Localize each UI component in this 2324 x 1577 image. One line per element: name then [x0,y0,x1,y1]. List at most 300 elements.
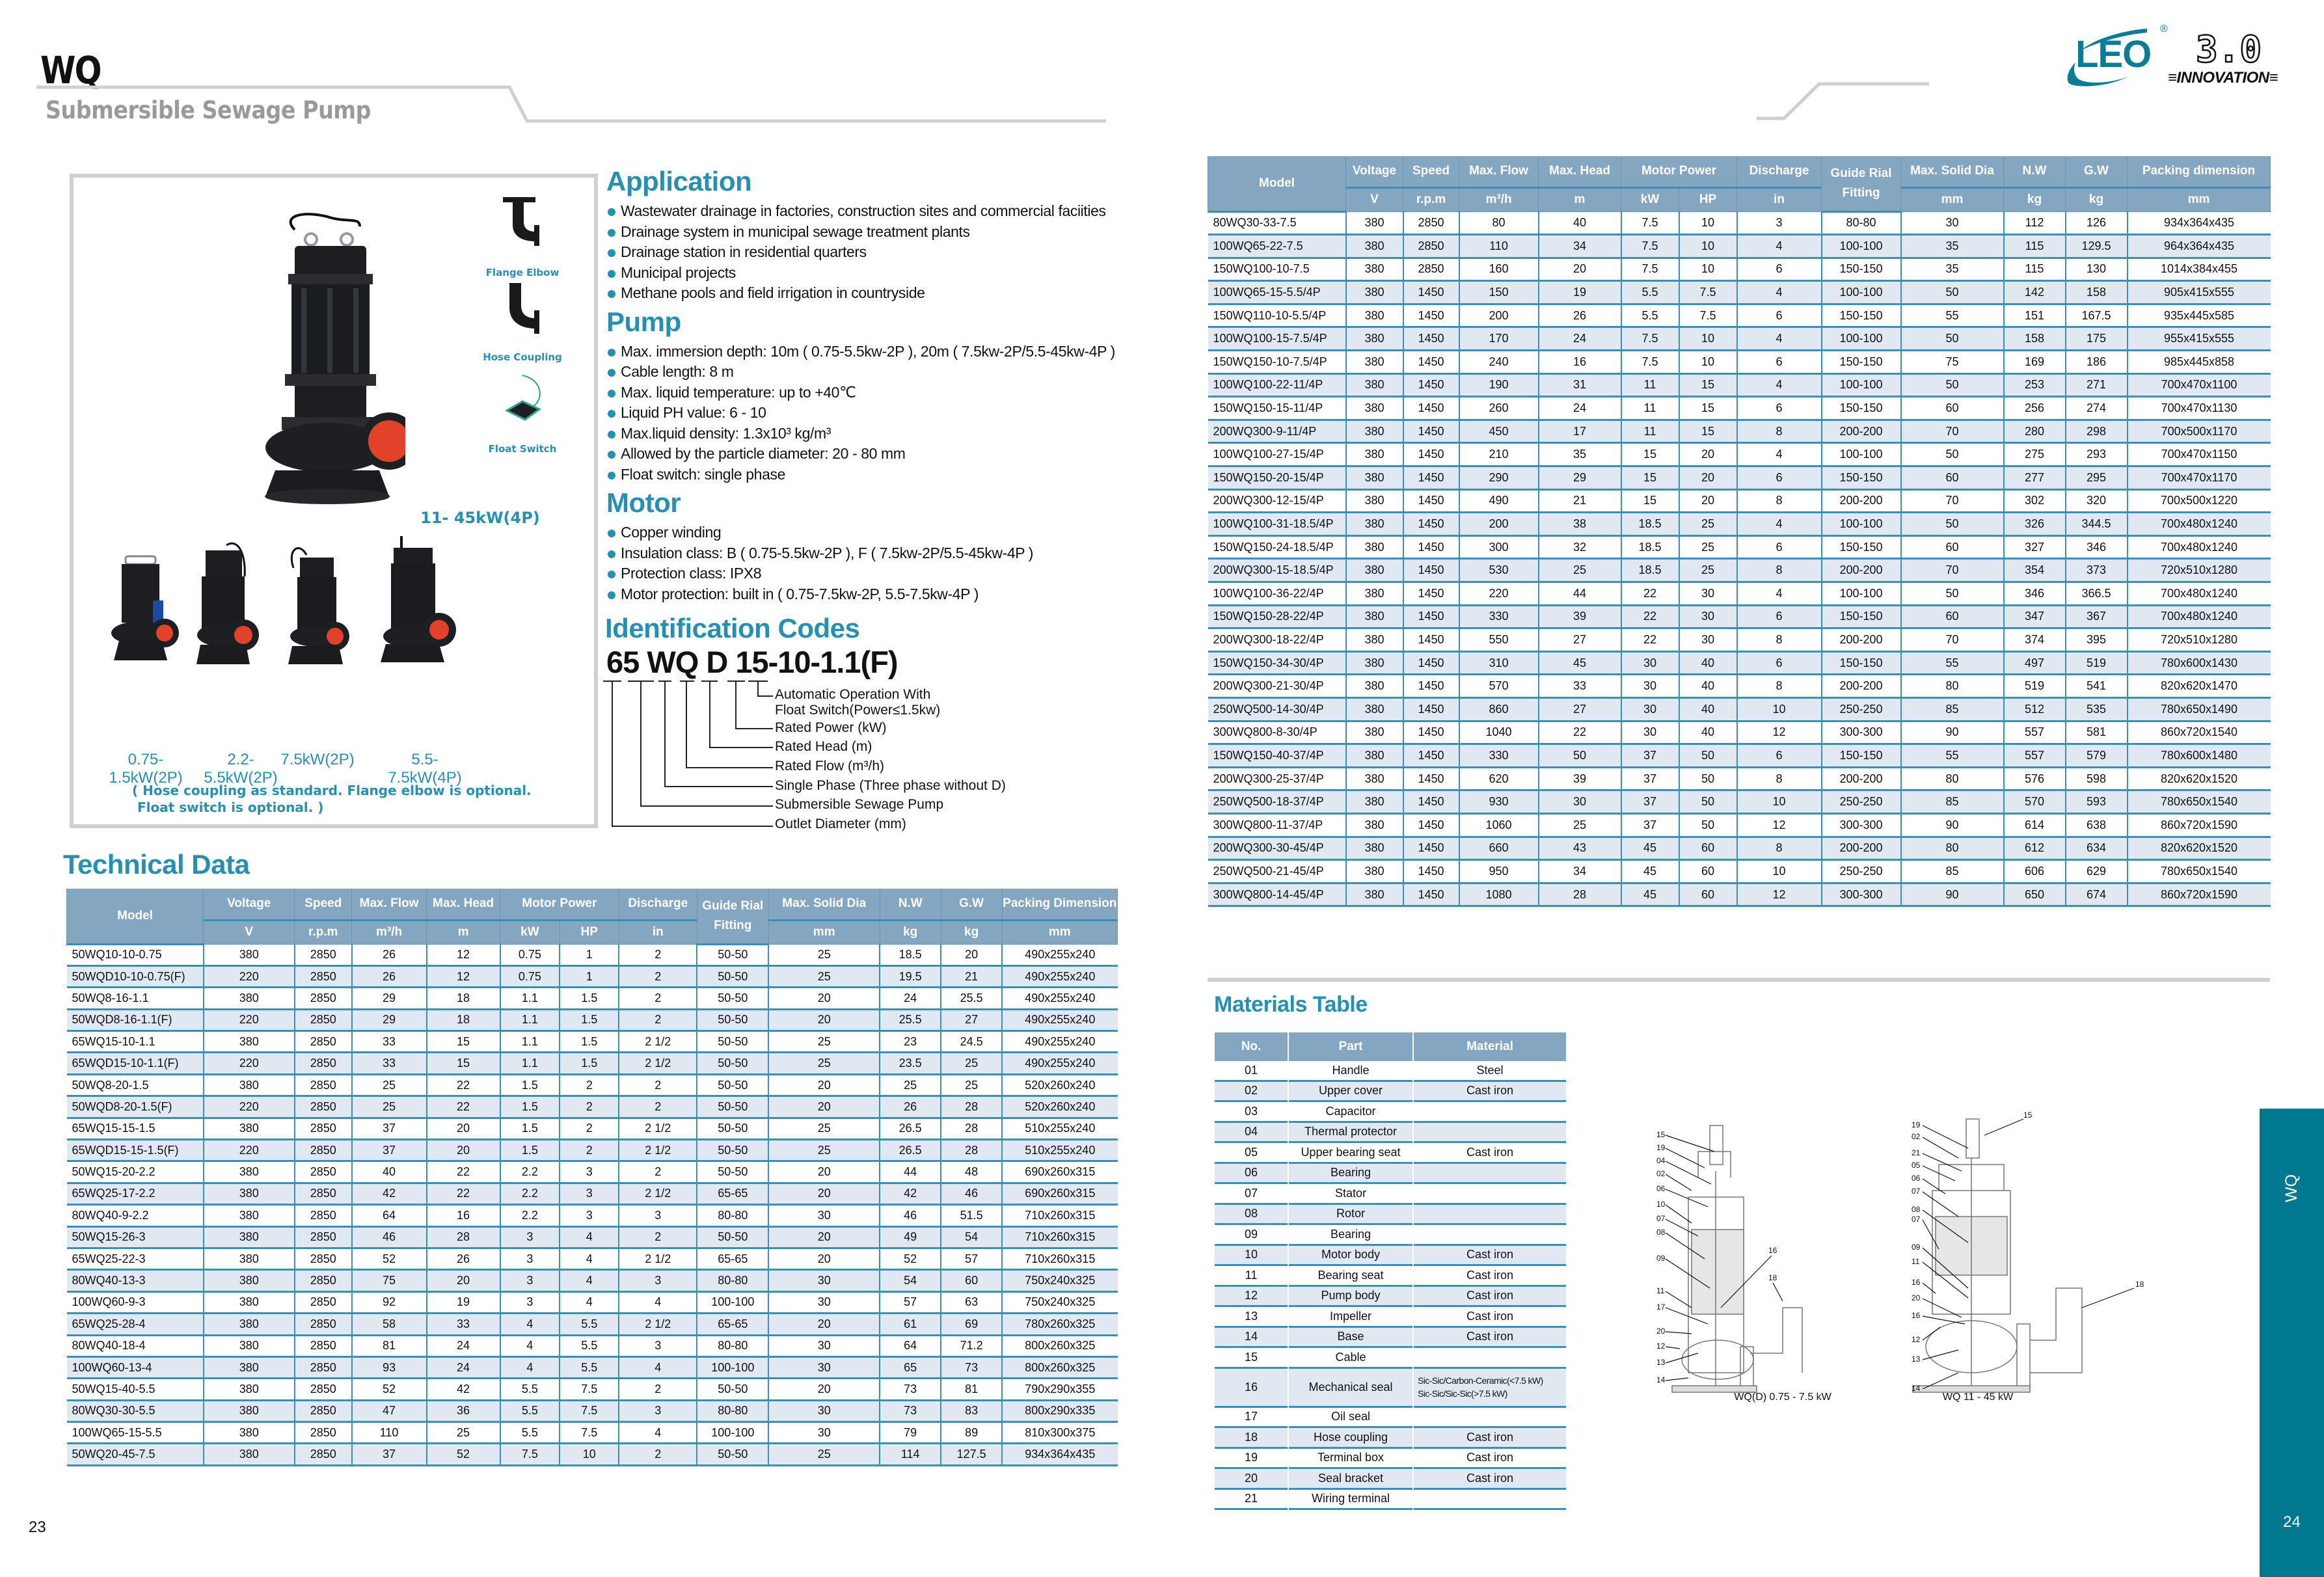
table-cell: 21 [1539,489,1621,513]
table-cell: 51.5 [941,1205,1002,1226]
table-row [1208,559,2271,582]
callout-label: 14 [1912,1384,1921,1393]
materials-row [1215,1449,1566,1470]
table-row [1208,582,2271,606]
callout-label: 15 [2023,1111,2033,1120]
table-cell: 380 [204,1226,295,1248]
part-name: Handle [1289,1061,1412,1082]
callout-label: 12 [1656,1341,1666,1351]
materials-heading: Materials Table [1214,992,1368,1017]
table-row [1208,281,2271,304]
table-row [67,1314,1118,1335]
table-cell: 557 [2004,721,2066,744]
table-cell: 10 [1737,860,1822,883]
table-cell: 674 [2066,883,2128,906]
table-cell: 256 [2004,397,2066,420]
table-cell: 50-50 [697,965,768,987]
table-cell: 63 [941,1291,1002,1313]
materials-row [1215,1490,1566,1511]
table-row [67,1379,1118,1400]
col-header-model: Model [67,889,204,944]
model-cell: 100WQ100-31-18.5/4P [1208,513,1346,536]
table-cell: 25 [768,1118,880,1139]
table-cell: 1450 [1403,443,1459,466]
table-cell: 240 [1459,351,1539,374]
table-cell: 30 [1679,628,1737,652]
model-cell: 50WQ10-10-0.75 [67,944,204,965]
model-cell: 100WQ100-22-11/4P [1208,373,1346,397]
table-cell: 150-150 [1822,466,1901,490]
table-cell: 16 [427,1205,500,1226]
table-cell: 2 [560,1096,619,1118]
table-cell: 7.5 [1621,327,1679,351]
table-cell: 11 [1621,420,1679,443]
callout-label: 19 [1912,1120,1921,1129]
table-cell: 2850 [295,965,352,987]
table-cell: 32 [1539,535,1621,559]
flange-elbow-label: Flange Elbow [485,267,560,278]
part-material: Cast iron [1414,1287,1566,1308]
table-cell: 380 [204,1379,295,1400]
part-material: Cast iron [1414,1082,1566,1103]
table-cell: 3 [619,1335,697,1356]
table-cell: 200-200 [1822,767,1901,790]
table-cell: 380 [1346,466,1403,490]
table-row [1208,351,2271,374]
table-cell: 700x480x1240 [2128,582,2271,606]
model-cell: 50WQ8-20-1.5 [67,1074,204,1096]
section-side-tab [2260,1109,2324,1577]
table-cell: 380 [1346,513,1403,536]
series-title: WQ [40,48,101,92]
table-cell: 19.5 [880,965,941,987]
table-cell: 6 [1737,351,1822,374]
table-cell: 15 [1679,373,1737,397]
table-cell: 29 [352,988,427,1009]
table-cell: 5.5 [560,1314,619,1335]
table-cell: 73 [941,1356,1002,1378]
table-cell: 50 [1901,327,2004,351]
logo-version: 3.0 [2196,29,2262,71]
col-header-motor-power: Motor Power [1621,156,1737,187]
small-pump-image-2 [187,537,259,674]
pump-item: Cable length: 8 m [606,362,1172,383]
unit-in: in [1737,187,1822,211]
table-cell: 497 [2004,651,2066,675]
table-cell: 70 [1901,628,2004,652]
table-cell: 26 [1539,304,1621,327]
table-cell: 64 [352,1205,427,1226]
table-cell: 100-100 [1822,443,1901,466]
part-material: Cast iron [1414,1428,1566,1449]
table-cell: 1450 [1403,281,1459,304]
table-cell: 80-80 [697,1335,768,1356]
table-cell: 127.5 [941,1444,1002,1465]
part-material: Cast iron [1414,1469,1566,1490]
callout-label: 07 [1656,1214,1666,1223]
table-cell: 366.5 [2066,582,2128,606]
table-cell: 19 [427,1291,500,1313]
table-cell: 347 [2004,605,2066,628]
callout-label: 07 [1912,1215,1921,1224]
application-item: Wastewater drainage in factories, construction sites and commercial faciities [606,201,1172,222]
id-label-flow: Rated Flow (m³/h) [775,759,885,774]
callout-label: 20 [1912,1293,1921,1302]
table-cell: 50 [1679,767,1737,790]
model-cell: 100WQ65-22-7.5 [1208,235,1346,258]
table-cell: 110 [352,1422,427,1444]
table-cell: 4 [619,1422,697,1444]
materials-row [1215,1246,1566,1267]
table-cell: 606 [2004,860,2066,883]
table-cell: 1450 [1403,628,1459,652]
table-cell: 29 [1539,466,1621,490]
table-cell: 934x364x435 [1002,1444,1117,1465]
callout-label: 15 [1656,1130,1666,1139]
table-cell: 330 [1459,605,1539,628]
table-cell: 30 [768,1422,880,1444]
table-cell: 200-200 [1822,420,1901,443]
table-cell: 220 [204,1053,295,1074]
table-row [67,1444,1118,1465]
table-cell: 44 [880,1161,941,1183]
table-cell: 2 [560,1074,619,1096]
table-cell: 800x260x325 [1002,1356,1117,1378]
table-cell: 26 [352,965,427,987]
model-cell: 200WQ300-15-18.5/4P [1208,559,1346,582]
col-header-flow: Max. Flow [352,889,427,920]
unit-mm: mm [1901,187,2004,211]
table-cell: 3 [619,1270,697,1291]
table-row [1208,767,2271,790]
col-header-motor-power: Motor Power [500,889,619,920]
table-cell: 6 [1737,258,1822,281]
table-cell: 380 [1346,721,1403,744]
table-cell: 33 [352,1053,427,1074]
logo-tagline: ≡INNOVATION≡ [2168,69,2278,87]
table-cell: 22 [427,1096,500,1118]
callout-label: 18 [1768,1273,1777,1282]
callout-label: 19 [1656,1143,1666,1152]
table-cell: 10 [1679,351,1737,374]
table-cell: 2850 [1403,258,1459,281]
model-cell: 65WQ15-10-1.1 [67,1031,204,1053]
part-number: 07 [1215,1184,1288,1205]
table-cell: 45 [1539,651,1621,675]
small-pump-label-3: 7.5kW(2P) [280,751,355,768]
table-cell: 130 [2066,258,2128,281]
table-cell: 6 [1737,535,1822,559]
table-row [67,965,1118,987]
materials-table [1213,1032,1567,1510]
table-cell: 7.5 [1621,235,1679,258]
part-name: Pump body [1289,1287,1412,1308]
table-cell: 1450 [1403,744,1459,768]
model-cell: 50WQ15-20-2.2 [67,1161,204,1183]
table-cell: 50-50 [697,1161,768,1183]
table-cell: 26 [427,1248,500,1269]
part-material [1414,1225,1566,1246]
table-cell: 250-250 [1822,860,1901,883]
table-cell: 380 [204,1183,295,1204]
table-cell: 490x255x240 [1002,988,1117,1009]
table-cell: 20 [768,988,880,1009]
table-cell: 3 [500,1248,560,1269]
table-cell: 25 [352,1096,427,1118]
table-cell: 80-80 [697,1205,768,1226]
table-cell: 6 [1737,304,1822,327]
model-cell: 65WQ25-17-2.2 [67,1183,204,1204]
table-cell: 710x260x315 [1002,1226,1117,1248]
header-rule-lines [0,0,2324,130]
table-cell: 93 [352,1356,427,1378]
table-cell: 92 [352,1291,427,1313]
table-row [67,1270,1118,1291]
table-cell: 30 [1679,605,1737,628]
table-row [1208,744,2271,768]
table-cell: 2850 [1403,235,1459,258]
table-cell: 75 [352,1270,427,1291]
col-header-solid-dia: Max. Solid Dia [1901,156,2004,187]
table-row [1208,211,2271,235]
table-cell: 200 [1459,513,1539,536]
table-cell: 1450 [1403,721,1459,744]
unit-hp: HP [560,920,619,944]
col-header-nw: N.W [2004,156,2066,187]
model-cell: 200WQ300-9-11/4P [1208,420,1346,443]
model-cell: 250WQ500-21-45/4P [1208,860,1346,883]
table-cell: 15 [1621,466,1679,490]
part-name: Stator [1289,1184,1412,1205]
table-cell: 60 [1901,397,2004,420]
motor-item: Protection class: IPX8 [606,563,1172,584]
table-cell: 100-100 [1822,582,1901,606]
table-cell: 27 [1539,697,1621,721]
model-cell: 150WQ150-28-22/4P [1208,605,1346,628]
table-cell: 253 [2004,373,2066,397]
table-cell: 6 [1737,651,1822,675]
callout-label: 12 [1912,1335,1921,1344]
part-number: 18 [1215,1428,1288,1449]
table-cell: 73 [880,1379,941,1400]
part-material: Steel [1414,1061,1566,1082]
model-cell: 300WQ800-11-37/4P [1208,813,1346,837]
table-cell: 48 [941,1161,1002,1183]
table-cell: 12 [427,965,500,987]
table-cell: 380 [204,1444,295,1465]
table-cell: 22 [427,1074,500,1096]
callout-label: 16 [1912,1278,1921,1287]
table-cell: 346 [2004,582,2066,606]
side-tab-label: WQ [2282,1174,2301,1203]
model-cell: 150WQ100-10-7.5 [1208,258,1346,281]
table-cell: 50-50 [697,1053,768,1074]
table-cell: 10 [1679,258,1737,281]
table-cell: 210 [1459,443,1539,466]
table-cell: 65-65 [697,1183,768,1204]
table-cell: 11 [1621,373,1679,397]
callout-label: 02 [1656,1169,1666,1178]
table-cell: 3 [560,1205,619,1226]
small-pump-image-3 [280,542,352,672]
table-cell: 4 [1737,235,1822,258]
table-cell: 380 [204,1161,295,1183]
materials-row [1215,1164,1566,1185]
part-material: Cast iron [1414,1266,1566,1287]
table-cell: 1.1 [500,1031,560,1053]
table-cell: 20 [768,1009,880,1031]
table-cell: 3 [1737,211,1822,235]
table-cell: 1.5 [500,1118,560,1139]
table-cell: 27 [941,1009,1002,1031]
part-name: Rotor [1289,1205,1412,1226]
table-row [67,1161,1118,1183]
flange-elbow-icon [496,196,548,248]
table-cell: 18.5 [1621,559,1679,582]
table-cell: 57 [880,1291,941,1313]
table-cell: 16 [1539,351,1621,374]
unit-flow: m³/h [352,920,427,944]
table-cell: 142 [2004,281,2066,304]
table-cell: 1450 [1403,837,1459,860]
materials-row [1215,1287,1566,1308]
table-cell: 380 [1346,304,1403,327]
id-label-head: Rated Head (m) [775,739,872,754]
table-row [67,1096,1118,1118]
table-cell: 26 [352,944,427,965]
table-cell: 490 [1459,489,1539,513]
table-cell: 2 [560,1140,619,1161]
table-cell: 820x620x1520 [2128,837,2271,860]
table-cell: 780x650x1540 [2128,790,2271,814]
table-cell: 30 [768,1335,880,1356]
table-cell: 367 [2066,605,2128,628]
table-cell: 200-200 [1822,559,1901,582]
table-cell: 30 [1621,651,1679,675]
table-cell: 115 [2004,258,2066,281]
callout-label: 14 [1656,1375,1666,1384]
table-cell: 1 [560,944,619,965]
table-cell: 4 [1737,443,1822,466]
table-cell: 550 [1459,628,1539,652]
table-cell: 327 [2004,535,2066,559]
table-cell: 290 [1459,466,1539,490]
table-cell: 69 [941,1314,1002,1335]
table-cell: 83 [941,1400,1002,1422]
table-row [67,1226,1118,1248]
table-cell: 50 [1679,744,1737,768]
table-cell: 1.1 [500,1009,560,1031]
table-cell: 450 [1459,420,1539,443]
materials-row [1215,1266,1566,1287]
table-row [67,1140,1118,1161]
table-cell: 380 [1346,767,1403,790]
model-cell: 65WQ25-28-4 [67,1314,204,1335]
table-cell: 23 [880,1031,941,1053]
table-cell: 380 [1346,582,1403,606]
callout-label: 10 [1656,1200,1666,1209]
table-cell: 634 [2066,837,2128,860]
application-heading: Application [606,166,752,196]
table-cell: 81 [941,1379,1002,1400]
table-cell: 8 [1737,628,1822,652]
table-cell: 29 [352,1009,427,1031]
table-cell: 25 [768,965,880,987]
table-cell: 45 [1621,837,1679,860]
table-cell: 374 [2004,628,2066,652]
table-cell: 2850 [295,1031,352,1053]
table-cell: 50 [1901,513,2004,536]
table-cell: 35 [1901,235,2004,258]
model-cell: 100WQ65-15-5.5 [67,1422,204,1444]
motor-item: Insulation class: B ( 0.75-5.5kw-2P ), F ( 7.5kw-2P/5.5-45kw-4P ) [606,543,1172,564]
table-cell: 220 [204,1009,295,1031]
table-cell: 300-300 [1822,721,1901,744]
table-cell: 380 [1346,373,1403,397]
table-cell: 24 [1539,327,1621,351]
table-cell: 380 [1346,605,1403,628]
table-cell: 380 [1346,651,1403,675]
motor-list [606,522,1172,604]
table-cell: 22 [1539,721,1621,744]
table-cell: 3 [560,1161,619,1183]
page-number-right: 24 [2283,1513,2301,1531]
table-cell: 200-200 [1822,628,1901,652]
table-cell: 220 [204,1140,295,1161]
table-row [1208,304,2271,327]
table-cell: 4 [560,1226,619,1248]
table-cell: 25 [427,1422,500,1444]
table-cell: 3 [500,1270,560,1291]
table-cell: 80-80 [1822,211,1901,235]
table-cell: 22 [427,1161,500,1183]
callout-label: 16 [1912,1311,1921,1320]
table-cell: 280 [2004,420,2066,443]
part-number: 19 [1215,1449,1288,1470]
table-cell: 85 [1901,697,2004,721]
table-cell: 2850 [295,1053,352,1074]
table-cell: 8 [1737,420,1822,443]
table-row [1208,837,2271,860]
hose-coupling-icon [496,282,548,334]
table-cell: 950 [1459,860,1539,883]
table-cell: 2850 [295,1226,352,1248]
part-name: Hose coupling [1289,1428,1412,1449]
table-cell: 576 [2004,767,2066,790]
table-cell: 7.5 [560,1422,619,1444]
table-cell: 380 [1346,281,1403,304]
table-row [67,1335,1118,1356]
part-material [1414,1102,1566,1123]
part-name: Base [1289,1328,1412,1349]
col-header-model: Model [1208,156,1346,211]
materials-row [1215,1469,1566,1490]
table-cell: 373 [2066,559,2128,582]
table-cell: 380 [204,1335,295,1356]
pump-list [606,342,1172,485]
id-label-power: Rated Power (kW) [775,720,887,735]
table-cell: 380 [1346,351,1403,374]
part-name: Bearing [1289,1225,1412,1246]
table-cell: 22 [1621,605,1679,628]
table-cell: 22 [427,1183,500,1204]
table-cell: 860 [1459,697,1539,721]
table-cell: 2 1/2 [619,1248,697,1269]
table-cell: 820x620x1520 [2128,767,2271,790]
table-cell: 58 [352,1314,427,1335]
table-cell: 510x255x240 [1002,1118,1117,1139]
table-cell: 2 1/2 [619,1053,697,1074]
